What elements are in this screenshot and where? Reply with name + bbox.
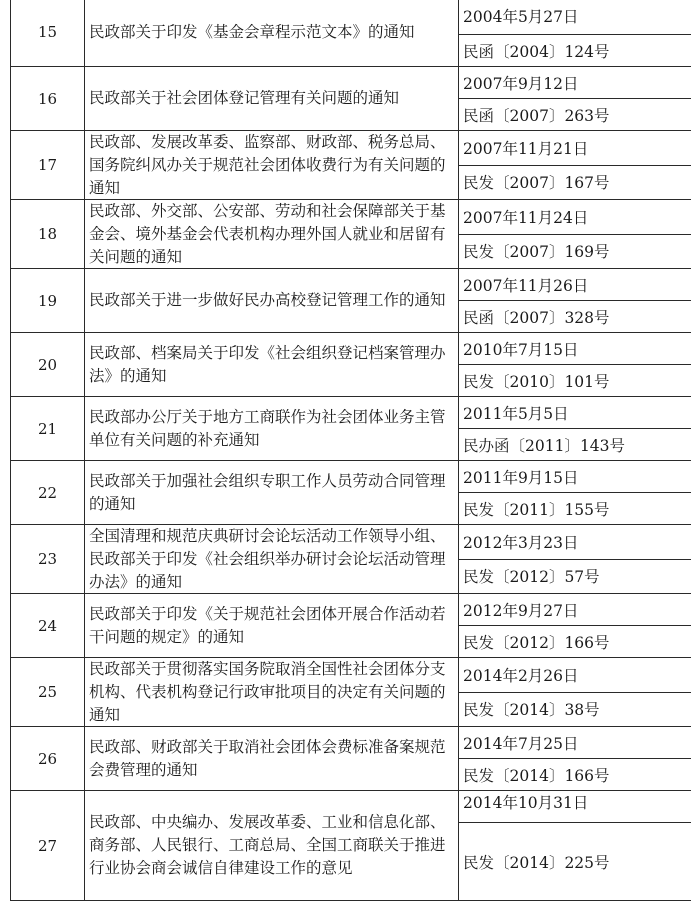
document-number: 民发〔2011〕155号 [459,493,691,525]
document-number: 民发〔2007〕169号 [459,234,691,269]
row-number: 26 [11,727,85,791]
document-number: 民函〔2007〕328号 [459,301,691,333]
row-number: 21 [11,397,85,461]
table-row [11,67,691,99]
table-row [11,200,691,235]
table-row [11,791,691,823]
row-number: 23 [11,525,85,594]
issue-date: 2012年3月23日 [459,525,691,560]
document-number: 民函〔2004〕124号 [459,35,691,67]
document-title-cell [85,397,459,461]
document-title-cell [85,200,459,269]
document-title: 全国清理和规范庆典研讨会论坛活动工作领导小组、民政部关于印发《社会组织举办研讨会论坛活动管理办法》的通知 [89,527,446,591]
regulations-table [10,0,691,901]
document-number: 民发〔2012〕166号 [459,626,691,658]
table-row [11,0,691,35]
issue-date: 2012年9月27日 [459,594,691,626]
table-row [11,525,691,560]
row-number: 22 [11,461,85,525]
document-title-cell [85,727,459,791]
document-number: 民发〔2010〕101号 [459,365,691,397]
regulations-table-body [11,0,691,901]
document-title: 民政部、财政部关于取消社会团体会费标准备案规范会费管理的通知 [89,737,446,779]
row-number: 25 [11,658,85,727]
table-row [11,131,691,166]
document-title: 民政部关于印发《基金会章程示范文本》的通知 [89,22,415,41]
issue-date: 2007年9月12日 [459,67,691,99]
document-title: 民政部关于贯彻落实国务院取消全国性社会团体分支机构、代表机构登记行政审批项目的决定有关问题的通知 [89,660,446,724]
document-title-cell [85,461,459,525]
row-number: 15 [11,0,85,67]
row-number: 16 [11,67,85,131]
document-title: 民政部、发展改革委、监察部、财政部、税务总局、国务院纠风办关于规范社会团体收费行为有关问题的通知 [89,133,446,197]
table-row [11,727,691,759]
document-number: 民函〔2007〕263号 [459,99,691,131]
issue-date: 2004年5月27日 [459,0,691,35]
issue-date: 2007年11月21日 [459,131,691,166]
table-row [11,594,691,626]
document-title-cell [85,658,459,727]
table-row [11,658,691,693]
document-title: 民政部办公厅关于地方工商联作为社会团体业务主管单位有关问题的补充通知 [89,407,446,449]
document-title: 民政部、档案局关于印发《社会组织登记档案管理办法》的通知 [89,343,446,385]
document-number: 民发〔2007〕167号 [459,165,691,200]
document-title: 民政部关于印发《关于规范社会团体开展合作活动若干问题的规定》的通知 [89,604,446,646]
document-title: 民政部关于加强社会组织专职工作人员劳动合同管理的通知 [89,471,446,513]
issue-date: 2014年10月31日 [459,791,691,823]
document-title-cell [85,131,459,200]
row-number: 17 [11,131,85,200]
row-number: 24 [11,594,85,658]
document-title-cell [85,594,459,658]
document-title-cell [85,525,459,594]
document-title-cell [85,791,459,901]
document-number: 民办函〔2011〕143号 [459,429,691,461]
document-title-cell [85,67,459,131]
issue-date: 2007年11月24日 [459,200,691,235]
table-row [11,333,691,365]
document-title-cell [85,333,459,397]
document-number: 民发〔2012〕57号 [459,559,691,594]
table-row [11,269,691,301]
issue-date: 2010年7月15日 [459,333,691,365]
row-number: 20 [11,333,85,397]
document-title: 民政部关于社会团体登记管理有关问题的通知 [89,89,400,107]
issue-date: 2014年7月25日 [459,727,691,759]
document-title: 民政部关于进一步做好民办高校登记管理工作的通知 [89,291,446,309]
document-title: 民政部、中央编办、发展改革委、工业和信息化部、商务部、人民银行、工商总局、全国工商联关于推进行业协会商会诚信自律建设工作的意见 [89,813,446,877]
document-number: 民发〔2014〕166号 [459,759,691,791]
document-number: 民发〔2014〕38号 [459,692,691,727]
document-title-cell [85,269,459,333]
issue-date: 2011年9月15日 [459,461,691,493]
row-number: 19 [11,269,85,333]
row-number: 27 [11,791,85,901]
issue-date: 2011年5月5日 [459,397,691,429]
row-number: 18 [11,200,85,269]
document-number: 民发〔2014〕225号 [459,823,691,901]
document-title: 民政部、外交部、公安部、劳动和社会保障部关于基金会、境外基金会代表机构办理外国人就业和居留有关问题的通知 [89,202,446,266]
table-row [11,397,691,429]
table-row [11,461,691,493]
issue-date: 2014年2月26日 [459,658,691,693]
document-title-cell [85,0,459,67]
issue-date: 2007年11月26日 [459,269,691,301]
